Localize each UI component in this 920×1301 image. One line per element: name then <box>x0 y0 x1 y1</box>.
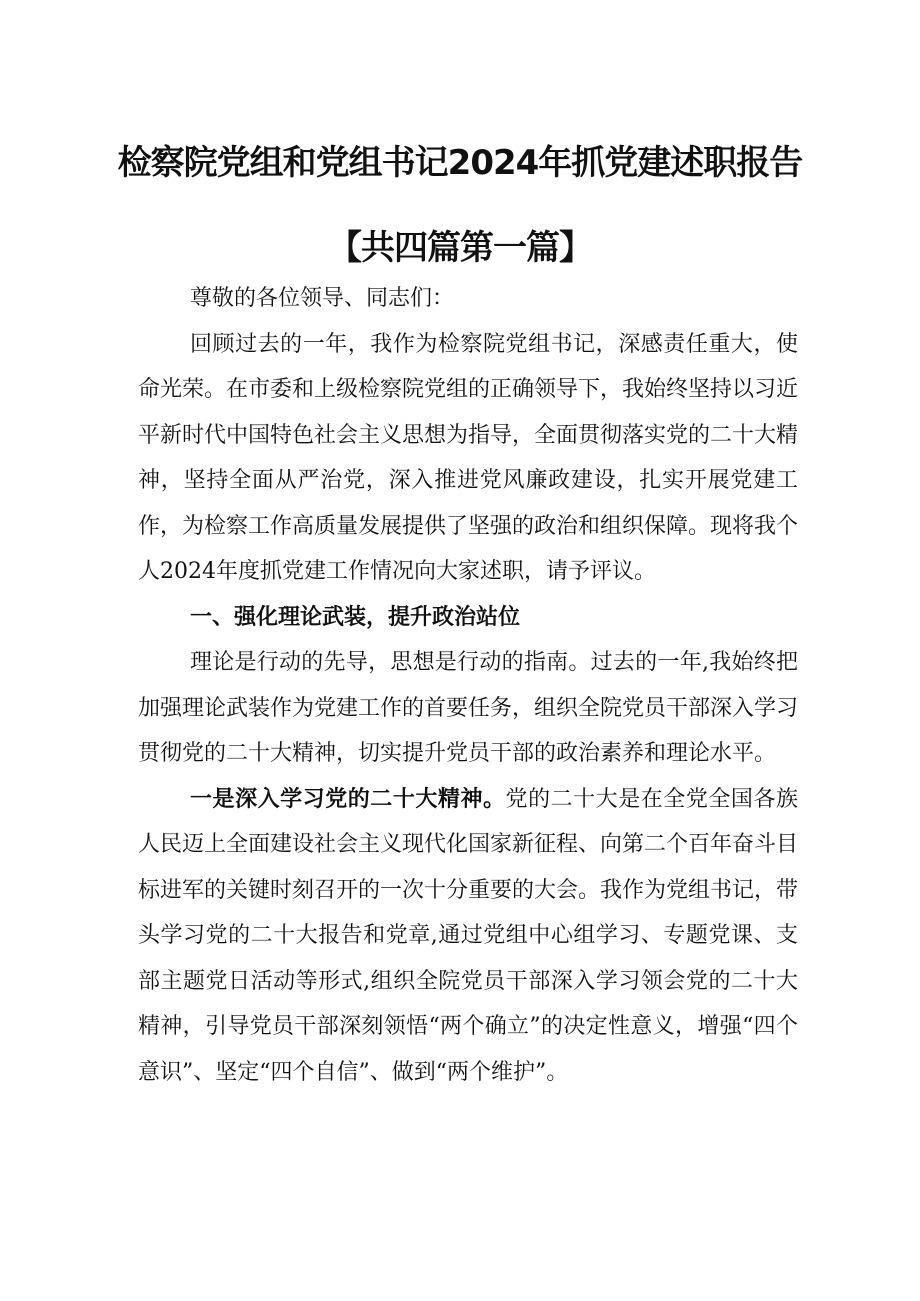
point-lead: 一是深入学习党的二十大精神。 <box>190 786 506 812</box>
point-paragraph <box>138 777 798 1096</box>
section-heading: 一、强化理论武装，提升政治站位 <box>190 604 521 630</box>
document-body <box>138 276 798 1095</box>
salutation: 尊敬的各位领导、同志们： <box>190 286 455 311</box>
document-subtitle: 【共四篇第一篇】 <box>328 228 592 268</box>
point-text: 党的二十大是在全党全国各族人民迈上全面建设社会主义现代化国家新征程、向第二个百年奋斗目标进军的关键时刻召开的一次十分重要的大会。我作为党组书记，带头学习党的二十大报告和党章,通过党组中心组学习、专题党课、支部主题党日活动等形式,组织全院党员干部深入学习领会党的二十大精神，引导党员干部深刻领悟“两个确立”的决定性意义，增强“四个意识”、坚定“四个自信”、做到“两个维护”。 <box>138 786 799 1085</box>
document-title: 检察院党组和党组书记2024年抓党建述职报告 <box>117 143 803 183</box>
intro-paragraph: 回顾过去的一年，我作为检察院党组书记，深感责任重大，使命光荣。在市委和上级检察院党组的正确领导下，我始终坚持以习近平新时代中国特色社会主义思想为指导，全面贯彻落实党的二十大精神，坚持全面从严治党，深入推进党风廉政建设，扎实开展党建工作，为检察工作高质量发展提供了坚强的政治和组织保障。现将我个人2024年度抓党建工作情况向大家述职，请予评议。 <box>138 331 799 584</box>
section-paragraph: 理论是行动的先导，思想是行动的指南。过去的一年,我始终把加强理论武装作为党建工作的首要任务，组织全院党员干部深入学习贯彻党的二十大精神，切实提升党员干部的政治素养和理论水平。 <box>138 650 799 766</box>
